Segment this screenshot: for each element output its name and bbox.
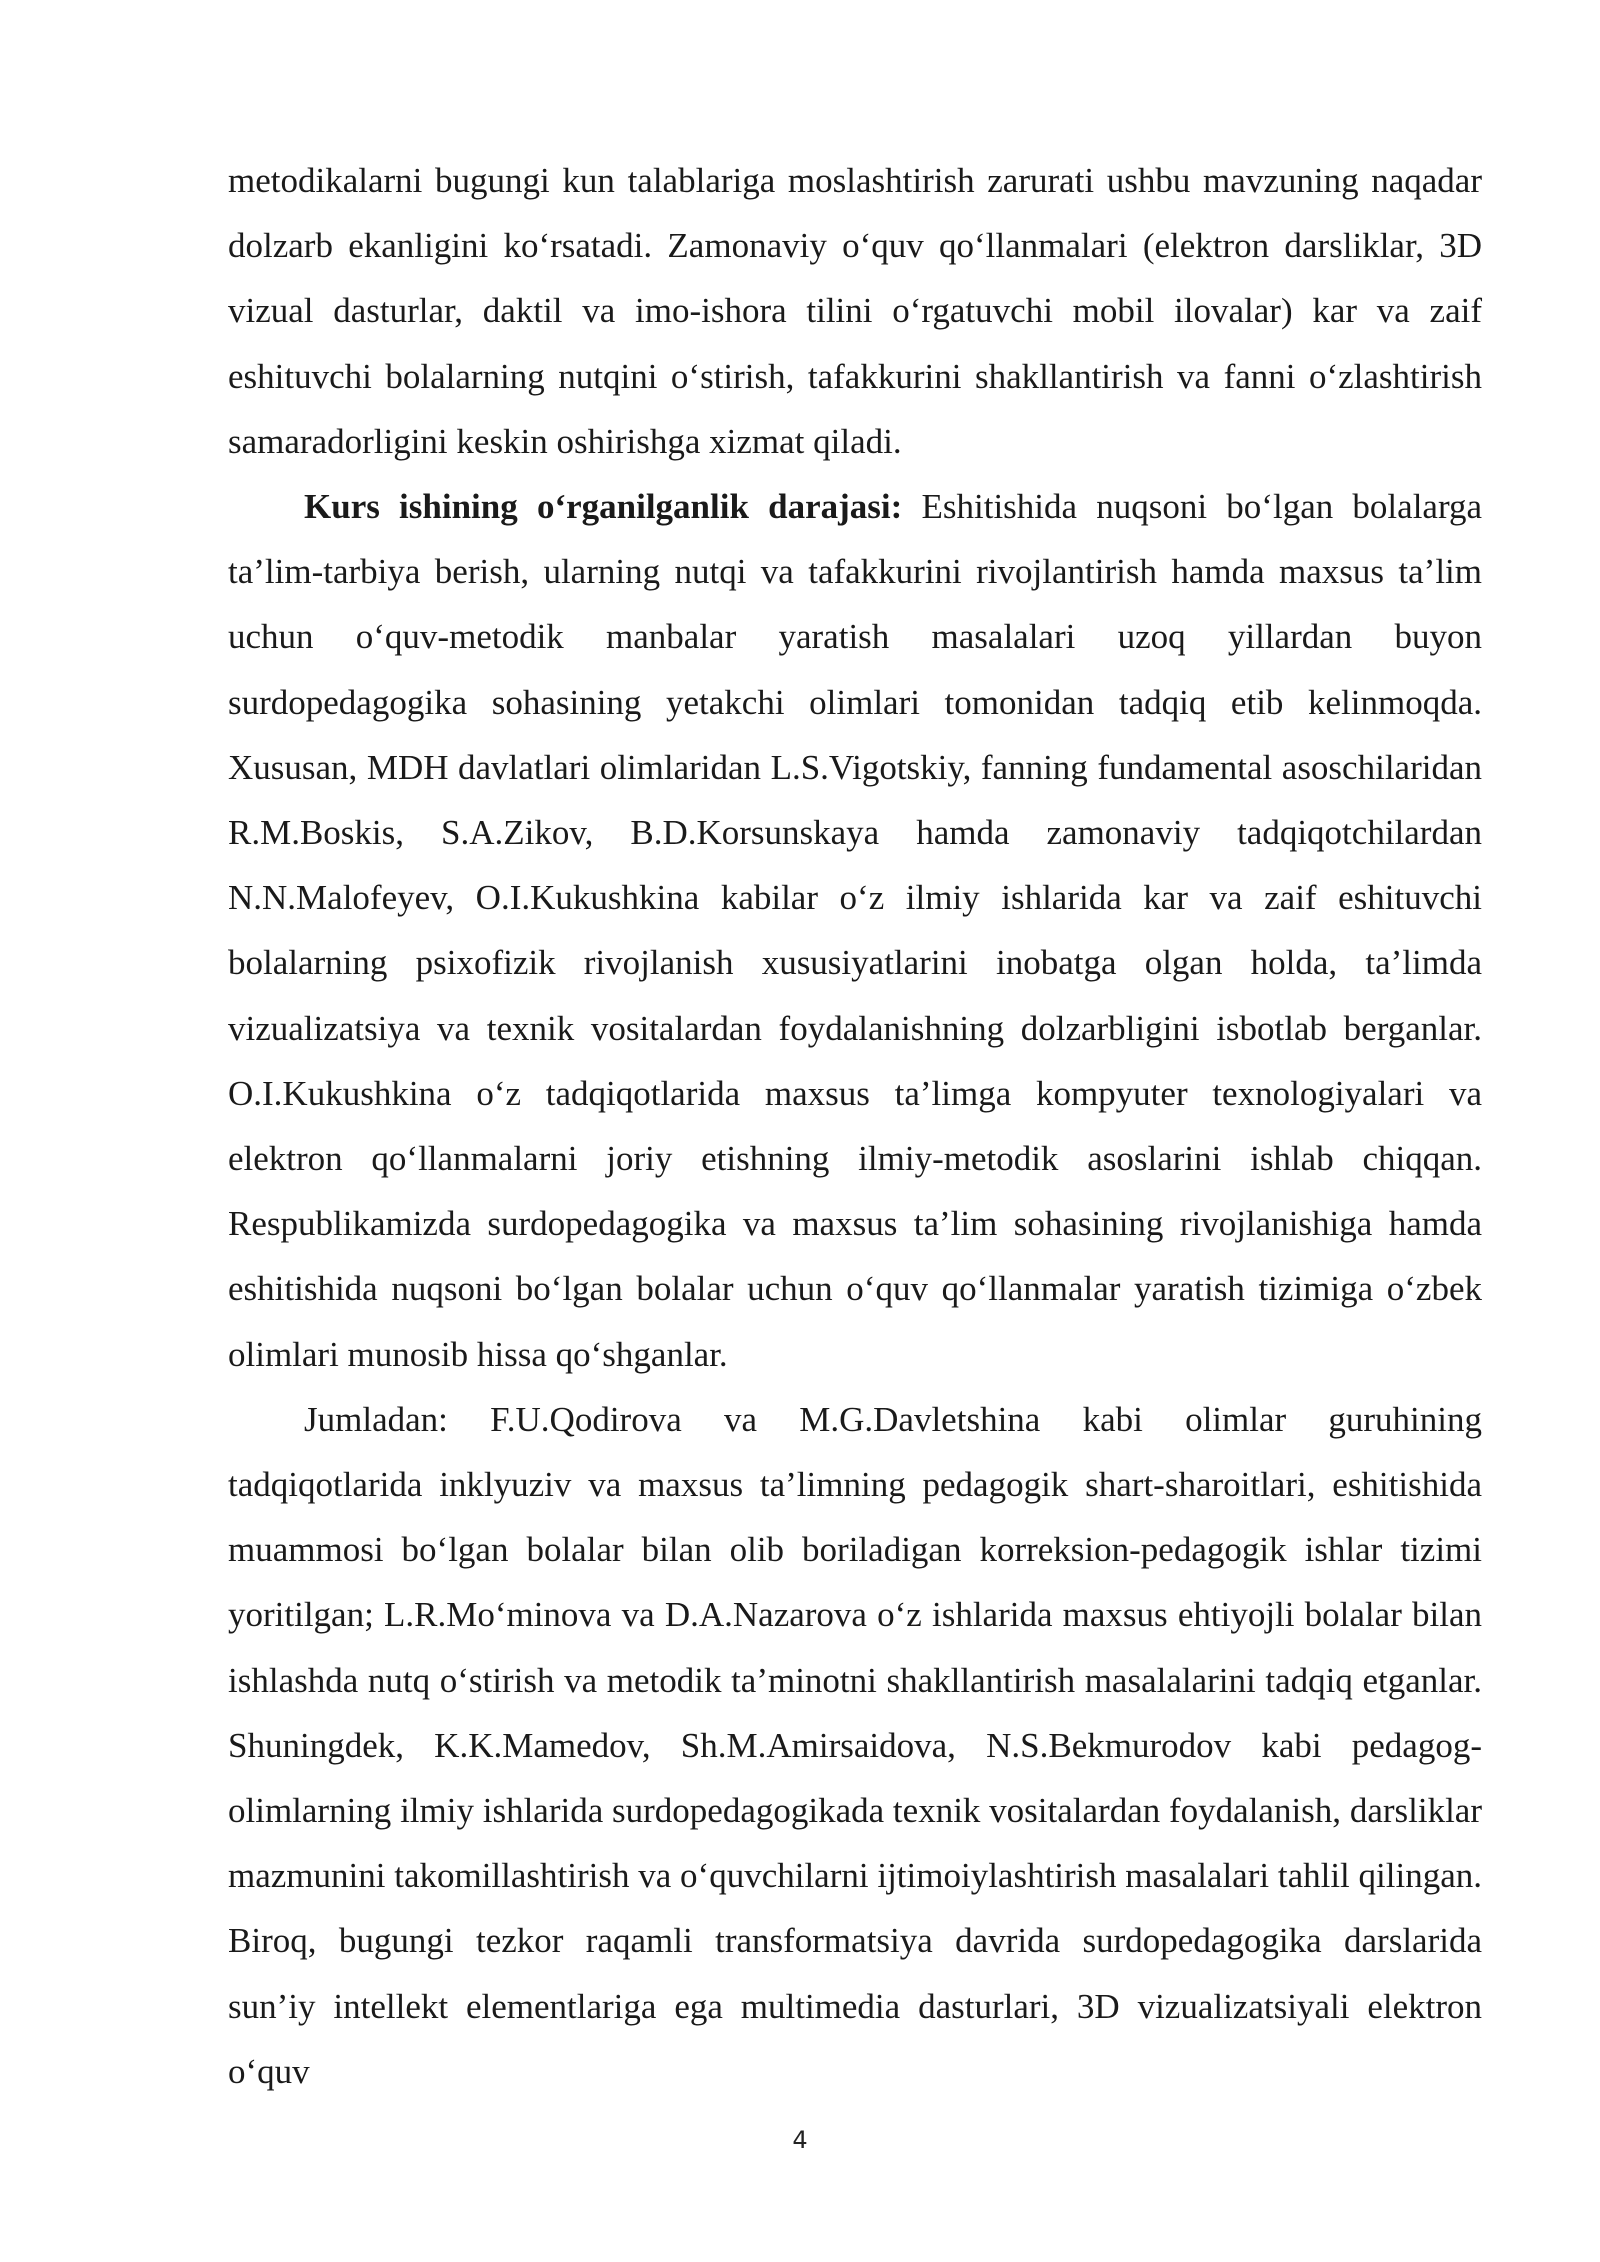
paragraph-study-level [228,474,1482,1387]
page-number: 4 [792,2126,808,2154]
paragraph-study-level-body: Eshitishida nuqsoni bo‘lgan bolalarga ta’lim-tarbiya berish, ularning nutqi va tafakkurini rivojlantirish hamda maxsus ta’lim uchun o‘quv-metodik manbalar yaratish masalalari uzoq yillardan buyon surdopedagogika sohasining yetakchi olimlari tomonidan tadqiq etib kelinmoqda. Xususan, MDH davlatlari olimlaridan L.S.Vigotskiy, fanning fundamental asoschilaridan R.M.Boskis, S.A.Zikov, B.D.Korsunskaya hamda zamonaviy tadqiqotchilardan N.N.Malofeyev, O.I.Kukushkina kabilar o‘z ilmiy ishlarida kar va zaif eshituvchi bolalarning psixofizik rivojlanish xususiyatlarini inobatga olgan holda, ta’limda vizualizatsiya va texnik vositalardan foydalanishning dolzarbligini isbotlab berganlar. O.I.Kukushkina o‘z tadqiqotlarida maxsus ta’limga kompyuter texnologiyalari va elektron qo‘llanmalarni joriy etishning ilmiy-metodik asoslarini ishlab chiqqan. Respublikamizda surdopedagogika va maxsus ta’lim sohasining rivojlanishiga hamda eshitishida nuqsoni bo‘lgan bolalar uchun o‘quv qo‘llanmalar yaratish tizimiga o‘zbek olimlari munosib hissa qo‘shganlar. [228,487,1483,1374]
body-text [228,148,1482,2104]
paragraph-continuation: metodikalarni bugungi kun talablariga moslashtirish zarurati ushbu mavzuning naqadar dolzarb ekanligini ko‘rsatadi. Zamonaviy o‘quv qo‘llanmalari (elektron darsliklar, 3D vizual dasturlar, daktil va imo-ishora tilini o‘rgatuvchi mobil ilovalar) kar va zaif eshituvchi bolalarning nutqini o‘stirish, tafakkurini shakllantirish va fanni o‘zlashtirish samaradorligini keskin oshirishga xizmat qiladi. [228,161,1482,461]
section-heading: Kurs ishining o‘rganilganlik darajasi: [304,487,903,527]
paragraph-uzbek-scholars: Jumladan: F.U.Qodirova va M.G.Davletshina kabi olimlar guruhining tadqiqotlarida inklyuziv va maxsus ta’limning pedagogik shart-sharoitlari, eshitishida muammosi bo‘lgan bolalar bilan olib boriladigan korreksion-pedagogik ishlar tizimi yoritilgan; L.R.Mo‘minova va D.A.Nazarova o‘z ishlarida maxsus ehtiyojli bolalar bilan ishlashda nutq o‘stirish va metodik ta’minotni shakllantirish masalalarini tadqiq etganlar. Shuningdek, K.K.Mamedov, Sh.M.Amirsaidova, N.S.Bekmurodov kabi pedagog-olimlarning ilmiy ishlarida surdopedagogikada texnik vositalardan foydalanish, darsliklar mazmunini takomillashtirish va o‘quvchilarni ijtimoiylashtirish masalalari tahlil qilingan. Biroq, bugungi tezkor raqamli transformatsiya davrida surdopedagogika darslarida sun’iy intellekt elementlariga ega multimedia dasturlari, 3D vizualizatsiyali elektron o‘quv [228,1399,1482,2091]
